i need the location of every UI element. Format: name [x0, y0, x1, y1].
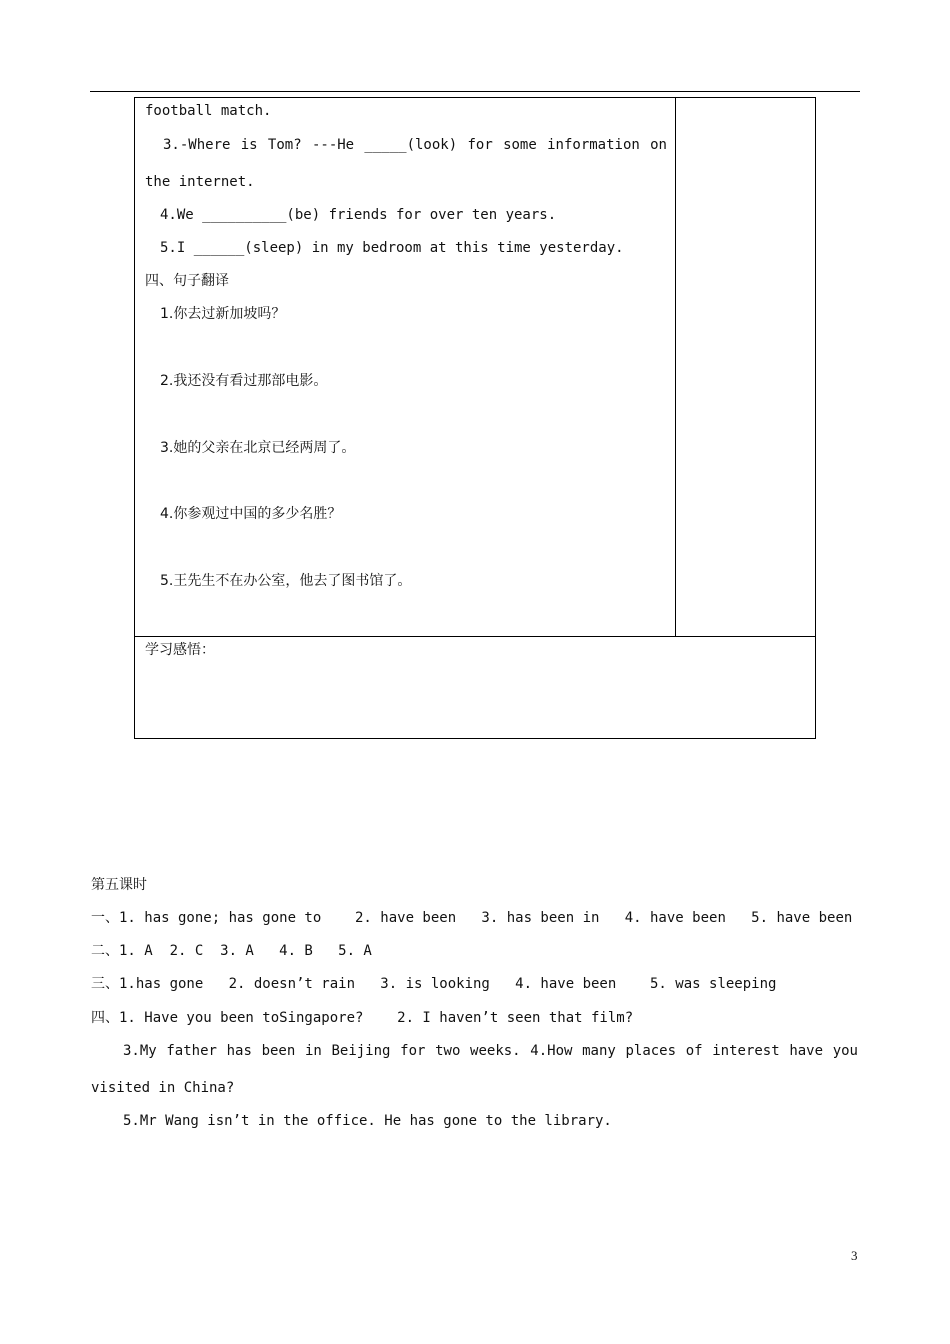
- answer-row-2: 二、1. A 2. C 3. A 4. B 5. A: [91, 943, 372, 959]
- exercise-q5: 5.I ______(sleep) in my bedroom at this time yesterday.: [160, 240, 624, 256]
- worksheet-table: [134, 97, 816, 739]
- table-column-divider: [675, 97, 676, 636]
- header-rule: [90, 91, 860, 92]
- answer-row-4: 四、1. Have you been toSingapore? 2. I haven’t seen that film?: [91, 1010, 634, 1026]
- translation-item-3: 3.她的父亲在北京已经两周了。: [160, 440, 356, 456]
- answer-row-6: 5.Mr Wang isn’t in the office. He has gone to the library.: [123, 1113, 612, 1129]
- exercise-q4: 4.We __________(be) friends for over ten years.: [160, 207, 557, 223]
- section-title-translation: 四、句子翻译: [145, 273, 229, 289]
- answer-row-3: 三、1.has gone 2. doesn’t rain 3. is looking 4. have been 5. was sleeping: [91, 976, 777, 992]
- exercise-line-football: football match.: [145, 103, 272, 119]
- translation-item-2: 2.我还没有看过那部电影。: [160, 373, 328, 389]
- answer-row-5-line1: 3.My father has been in Beijing for two weeks. 4.How many places of interest have you: [123, 1043, 858, 1059]
- answers-lesson-title: 第五课时: [91, 877, 147, 893]
- exercise-q3-line1: 3.-Where is Tom? ---He _____(look) for some information on: [163, 137, 667, 153]
- reflection-label: 学习感悟：: [145, 642, 215, 658]
- translation-item-5: 5.王先生不在办公室，他去了图书馆了。: [160, 573, 412, 589]
- answer-row-1: 一、1. has gone; has gone to 2. have been 3. has been in 4. have been 5. have been: [91, 910, 853, 926]
- exercise-q3-line2: the internet.: [145, 174, 255, 190]
- translation-item-1: 1.你去过新加坡吗？: [160, 306, 286, 322]
- page-number: 3: [851, 1248, 858, 1263]
- translation-item-4: 4.你参观过中国的多少名胜？: [160, 506, 342, 522]
- answer-row-5-line2: visited in China?: [91, 1080, 235, 1096]
- table-row-divider: [134, 636, 816, 637]
